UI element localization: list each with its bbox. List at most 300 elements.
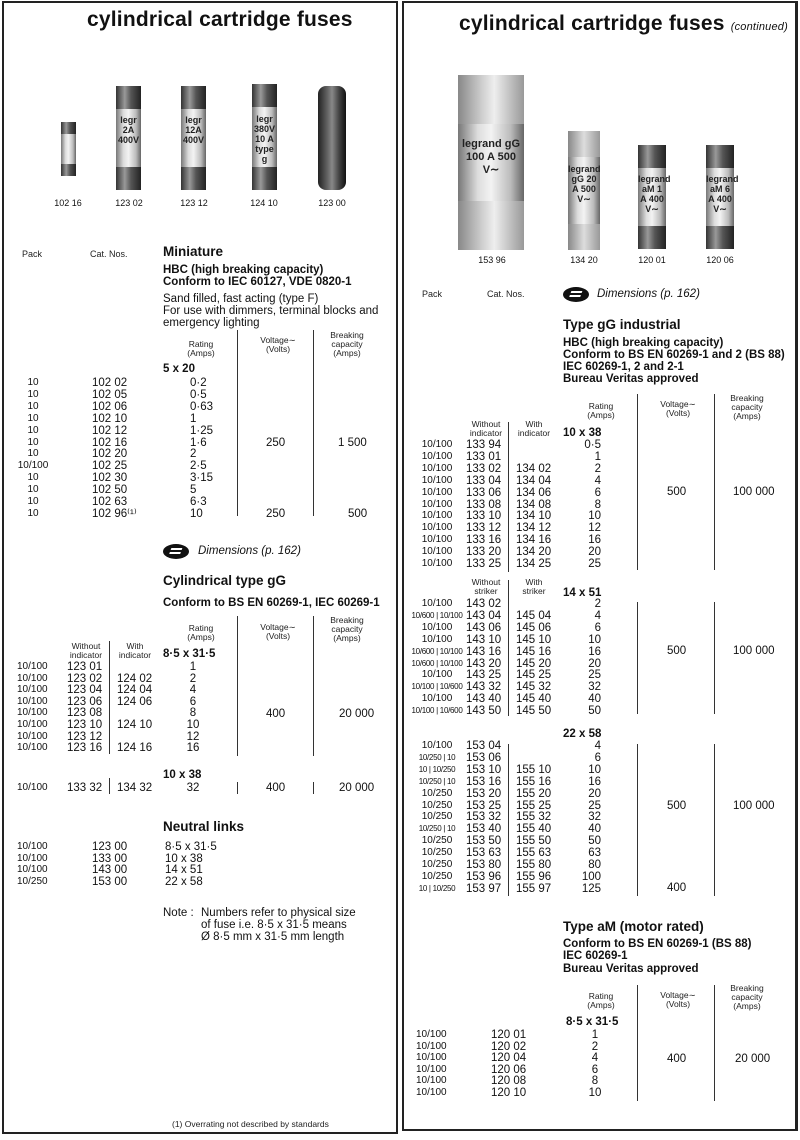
table-row [0,751,601,764]
miniature-desc: emergency lighting [163,317,260,329]
rating-cell: 10 [190,507,203,520]
pack-cell: 10/100 [421,598,453,609]
pack-cell: 10/100 [416,1040,447,1052]
cat-no-alt-cell: 145 50 [516,705,552,718]
pack-cell: 10/100 [421,439,453,450]
rating-cell: 1·25 [190,424,214,437]
fuse-image-12006 [706,145,739,249]
pack-cell: 10 [27,472,39,484]
cat-no-cell: 123 04 [67,684,103,697]
pack-cell: 10/100 [421,486,453,498]
pack-cell: 10 [27,507,39,519]
pack-cell: 10/100 [17,707,48,719]
rating-cell: 25 [588,799,601,812]
cat-nos-column-header: Cat. Nos. [90,249,128,259]
rating-header: Rating (Amps) [587,401,615,420]
cat-no-cell: 102 06 [92,400,128,413]
table-row [0,598,601,610]
fuse-image-10216 [61,122,76,176]
rating-cell: 80 [588,859,601,871]
rating-cell: 8 [594,498,601,511]
cat-no-alt-cell: 124 06 [117,695,153,708]
cat-no-cell: 133 20 [466,546,502,559]
pack-cell: 10/250 [421,811,453,823]
note-text: Numbers refer to physical size [201,907,356,919]
cat-nos-column-header: Cat. Nos. [487,289,525,299]
pack-cell: 10/100 [17,684,48,696]
table-row [0,486,601,499]
rating-cell: 40 [588,693,601,706]
cat-no-alt-cell: 134 25 [516,558,552,570]
cat-no-alt-cell: 134 02 [516,462,552,475]
cat-no-alt-cell: 134 04 [516,474,552,487]
cat-no-alt-cell: 155 50 [516,835,552,848]
dimensions-link[interactable]: Dimensions (p. 162) [198,545,301,557]
rating-cell: 50 [588,705,601,718]
rating-cell: 10 [588,1087,602,1099]
column-divider [714,602,715,714]
footnote: (1) Overrating not described by standards [172,1119,329,1129]
cat-no-cell: 123 06 [67,695,103,708]
cat-no-cell: 153 16 [466,775,502,788]
table-row [0,450,601,463]
voltage-value: 400 [266,708,286,720]
table-row [0,498,601,511]
pack-cell: 10/100 [421,534,453,546]
cat-no-cell: 102 12 [92,424,128,437]
am-spec: Bureau Veritas approved [563,963,699,975]
table-row [0,609,601,622]
fuse-cat-label: 123 02 [115,198,143,208]
voltage-value: 250 [266,508,286,520]
pack-cell: 10 [27,377,39,388]
without-indicator-header: Without indicator [469,419,503,438]
pack-cell: 10/100 [421,450,453,462]
section-heading-cylindrical-gg: Cylindrical type gG [163,573,287,588]
cat-no-cell: 120 04 [491,1052,527,1065]
rating-cell: 2 [594,598,601,610]
fuse-cat-label: 120 06 [706,255,734,265]
dimensions-icon[interactable] [563,287,589,302]
fuse-cat-label: 120 01 [638,255,666,265]
cat-no-cell: 102 50 [92,484,128,497]
table-row [0,835,601,848]
pack-cell: 10/100 [421,558,453,569]
rating-cell: 12 [186,730,200,743]
cat-no-cell: 153 06 [466,751,502,764]
fuse-marking: legr 2A 400V [117,115,140,146]
cat-no-cell: 133 01 [466,450,502,463]
without-striker-header: Without striker [471,577,501,596]
page-title-right [459,12,788,36]
table-row [0,377,396,389]
rating-cell: 40 [588,823,601,836]
rating-cell: 6·3 [190,496,207,508]
table-row [0,1029,599,1041]
cat-no-alt-cell: 145 04 [516,609,552,622]
cat-no-cell: 133 94 [466,439,502,451]
gg-industrial-spec: HBC (high breaking capacity) [563,337,724,349]
cat-no-cell: 153 32 [466,811,502,824]
cat-no-alt-cell: 155 80 [516,859,552,871]
column-divider [714,394,715,570]
cat-no-cell: 102 63 [92,496,128,508]
table-row [0,462,601,475]
cat-no-cell: 153 50 [466,835,502,848]
fuse-image-neutral-link-12300 [318,86,346,190]
rating-cell: 10 [186,719,200,731]
table-row [0,436,601,451]
pack-cell: 10/100 [416,1052,447,1064]
voltage-value: 500 [667,800,687,812]
rating-header: Rating (Amps) [587,991,615,1010]
am-spec: IEC 60269-1 [563,950,628,962]
note-label: Note : [163,907,194,919]
table-row [0,633,601,646]
table-row [0,389,396,401]
cat-no-alt-cell: 134 16 [516,534,552,547]
rating-cell: 22 x 58 [165,875,203,888]
pack-cell: 10/100 [17,719,48,730]
pack-cell: 10/600 | 10/100 [411,646,463,656]
size-heading: 8·5 x 31·5 [163,648,216,660]
cat-no-cell: 123 10 [67,719,103,731]
pack-cell: 10/100 [421,498,453,510]
cat-no-cell: 133 10 [466,510,502,523]
pack-cell: 10/250 [421,870,453,882]
pack-cell: 10/100 [421,546,453,558]
rating-cell: 0·5 [584,439,601,451]
cat-no-cell: 153 10 [466,763,502,776]
rating-cell: 20 [588,787,601,800]
rating-cell: 16 [588,645,601,658]
pack-cell: 10/100 [416,1087,447,1098]
pack-cell: 10 | 10/250 [418,883,456,893]
am-spec: Conform to BS EN 60269-1 (BS 88) [563,938,752,950]
pack-cell: 10 [27,484,39,496]
pack-cell: 10 [27,496,39,507]
table-row [0,1063,599,1076]
pack-cell: 10/250 | 10 [418,776,456,786]
fuse-image-12410 [252,84,277,190]
cat-no-cell: 143 40 [466,693,502,706]
miniature-desc: Sand filled, fast acting (type F) [163,293,319,305]
table-row [0,522,601,535]
cat-no-cell: 102 30 [92,472,128,485]
pack-cell: 10/250 | 10 [418,824,456,834]
rating-cell: 8 [591,1075,599,1088]
pack-cell: 10/100 [17,742,48,754]
rating-cell: 20 [588,657,601,670]
cat-no-alt-cell: 155 25 [516,799,552,812]
voltage-value: 400 [667,1053,687,1065]
table-row [0,763,601,776]
cat-no-alt-cell: 145 32 [516,681,552,694]
breaking-value: 20 000 [735,1053,771,1065]
pack-cell: 10/600 | 10/100 [411,610,463,620]
rating-cell: 6 [594,751,601,764]
pack-cell: 10/250 [421,859,453,870]
size-heading: 5 x 20 [163,363,195,375]
cat-no-cell: 120 02 [491,1040,527,1053]
rating-cell: 6 [189,695,197,708]
cat-no-alt-cell: 124 16 [117,742,153,755]
cat-no-cell: 133 04 [466,474,502,487]
cat-no-cell: 123 08 [67,707,103,720]
cat-no-cell: 153 97 [466,882,502,895]
rating-cell: 63 [588,847,601,860]
rating-cell: 3·15 [190,472,214,485]
rating-cell: 12 [588,522,601,535]
table-row [0,1087,602,1099]
fuse-marking: legrand gG 20 A 500 V∼ [568,164,601,205]
cat-no-cell: 143 00 [92,864,128,877]
pack-cell: 10/100 [416,1075,447,1087]
pack-cell: 10/250 [421,787,453,799]
cat-no-cell: 153 20 [466,787,502,800]
table-row [0,669,601,682]
breaking-value: 100 000 [733,645,775,657]
with-indicator-header: With indicator [118,641,152,660]
cat-no-alt-cell: 134 08 [516,498,552,511]
miniature-conformity: Conform to IEC 60127, VDE 0820-1 [163,276,352,288]
cat-no-cell: 153 63 [466,847,502,860]
table-row [0,693,601,706]
cat-no-cell: 120 01 [491,1029,527,1041]
with-indicator-header: With indicator [517,419,551,438]
voltage-header: Voltage∼ (Volts) [260,335,296,354]
pack-cell: 10/100 [421,740,453,751]
pack-cell: 10/100 [17,852,48,864]
table-row [0,534,601,547]
rating-cell: 6 [594,486,601,499]
voltage-value: 500 [667,486,687,498]
gg-industrial-spec: Conform to BS EN 60269-1 and 2 (BS 88) [563,349,785,361]
cat-no-cell: 123 02 [67,672,103,685]
pack-cell: 10/100 [17,460,49,472]
rating-cell: 25 [588,669,601,682]
table-row [0,425,396,437]
pack-cell: 10/100 [17,864,48,876]
size-heading: 8·5 x 31·5 [566,1016,619,1028]
rating-cell: 14 x 51 [165,864,203,877]
pack-cell: 10/100 [416,1063,447,1075]
cat-no-alt-cell: 134 20 [516,546,552,559]
breaking-value: 100 000 [733,800,775,812]
rating-cell: 20 [588,546,601,559]
cat-no-cell: 153 40 [466,823,502,836]
pack-cell: 10/250 [17,875,48,887]
pack-cell: 10/100 [416,1029,447,1040]
pack-cell: 10/600 | 10/100 [411,658,463,668]
section-heading-neutral-links: Neutral links [163,819,245,834]
column-divider [637,985,638,1101]
table-row [0,558,601,570]
cat-no-cell: 123 12 [67,730,103,743]
rating-cell: 125 [581,882,601,895]
pack-cell: 10/100 [421,633,453,645]
section-heading-gg-industrial: Type gG industrial [563,317,681,332]
cat-no-alt-cell: 155 10 [516,763,552,776]
cat-no-cell: 143 02 [466,598,502,610]
pack-cell: 10/100 [17,730,48,742]
cat-no-alt-cell: 134 12 [516,522,552,535]
pack-cell: 10/100 | 10/600 [411,706,463,716]
cat-no-alt-cell: 145 16 [516,645,552,658]
note-text: Ø 8·5 mm x 31·5 mm length [201,931,345,943]
note-text: of fuse i.e. 8·5 x 31·5 means [201,919,347,931]
table-row [0,657,601,670]
pack-cell: 10 [27,436,39,448]
rating-cell: 50 [588,835,601,848]
rating-cell: 100 [581,870,601,883]
cat-no-cell: 153 80 [466,859,502,871]
cat-no-cell: 133 06 [466,486,502,499]
table-row [0,799,601,812]
pack-cell: 10/100 | 10/600 [411,682,463,692]
rating-cell: 10 [588,763,601,776]
table-row [0,719,396,731]
cat-no-cell: 133 16 [466,534,502,547]
table-row [0,681,601,694]
cat-no-cell: 123 16 [67,742,103,755]
cat-no-cell: 120 08 [491,1075,527,1088]
title-text: cylindrical cartridge fuses [459,12,725,35]
table-row [0,1052,599,1065]
cat-no-cell: 102 96⁽¹⁾ [92,507,137,520]
section-heading-type-am: Type aM (motor rated) [563,919,704,934]
pack-cell: 10/100 [421,522,453,534]
rating-cell: 0·5 [190,388,207,401]
rating-cell: 16 [588,534,601,547]
fuse-cat-label: 134 20 [570,255,598,265]
cat-no-cell: 143 32 [466,681,502,694]
cat-no-alt-cell: 124 02 [117,672,153,685]
breaking-value: 1 500 [338,437,367,449]
cat-no-alt-cell: 134 06 [516,486,552,499]
fuse-cat-label: 102 16 [54,198,82,208]
rating-cell: 6 [594,621,601,634]
pack-cell: 10/250 [421,847,453,859]
rating-cell: 25 [588,558,601,570]
title-suffix: (continued) [730,21,788,33]
cat-no-cell: 143 10 [466,633,502,646]
pack-cell: 10 | 10/250 [418,764,456,774]
cat-no-alt-cell: 145 10 [516,633,552,646]
pack-cell: 10/100 [421,669,453,681]
rating-cell: 2 [591,1040,599,1053]
rating-cell: 1 [591,1029,599,1041]
cat-no-alt-cell: 155 32 [516,811,552,824]
rating-cell: 1 [189,661,197,673]
breaking-capacity-header: Breaking capacity (Amps) [730,983,764,1011]
cat-no-alt-cell: 145 20 [516,657,552,670]
cat-no-cell: 120 10 [491,1087,527,1099]
pack-cell: 10/250 | 10 [418,752,456,762]
rating-cell: 0·63 [190,400,214,413]
pack-cell: 10/100 [17,695,48,707]
fuse-marking: legrand aM 1 A 400 V∼ [638,174,671,215]
rating-cell: 10 x 38 [165,852,203,865]
pack-cell: 10/250 [421,835,453,847]
rating-cell: 16 [186,742,200,755]
cat-no-cell: 133 08 [466,498,502,511]
rating-cell: 4 [189,684,197,697]
rating-cell: 10 [588,633,601,646]
pack-cell: 10 [27,448,39,460]
pack-column-header: Pack [22,249,43,259]
cat-no-cell: 102 25 [92,460,128,473]
cat-no-alt-cell: 145 40 [516,693,552,706]
section-heading-miniature: Miniature [163,244,224,259]
size-heading: 14 x 51 [563,587,602,599]
voltage-value: 400 [266,782,286,794]
breaking-capacity-header: Breaking capacity (Amps) [330,615,364,643]
pack-cell: 10 [27,412,39,424]
cat-no-alt-cell: 155 20 [516,787,552,800]
voltage-value: 500 [667,645,687,657]
cat-no-cell: 153 00 [92,875,128,888]
table-row [0,882,601,895]
cat-no-cell: 143 06 [466,621,502,634]
voltage-header: Voltage∼ (Volts) [260,622,296,641]
pack-cell: 10/250 [421,799,453,811]
cat-no-cell: 143 50 [466,705,502,718]
column-divider [637,744,638,896]
cat-no-alt-cell: 124 10 [117,719,153,731]
voltage-value: 250 [266,437,286,449]
cat-no-cell: 153 04 [466,740,502,752]
gg-conformity: Conform to BS EN 60269-1, IEC 60269-1 [163,597,380,609]
cat-no-cell: 120 06 [491,1063,527,1076]
column-divider [714,744,715,896]
cat-no-cell: 102 02 [92,377,128,389]
fuse-cat-label: 124 10 [250,198,278,208]
dimensions-link[interactable]: Dimensions (p. 162) [597,288,700,300]
cat-no-cell: 102 16 [92,436,128,449]
pack-cell: 10/100 [421,474,453,486]
rating-cell: 4 [594,474,601,487]
cat-no-cell: 143 20 [466,657,502,670]
table-row [0,507,601,523]
pack-cell: 10/100 [17,661,48,672]
fuse-marking: legr 12A 400V [182,115,205,146]
cat-no-alt-cell: 124 04 [117,684,153,697]
table-row [0,859,601,871]
breaking-capacity-header: Breaking capacity (Amps) [730,393,764,421]
cat-no-cell: 102 20 [92,448,128,461]
pack-cell: 10/100 [17,672,48,684]
cat-no-cell: 153 25 [466,799,502,812]
pack-cell: 10 [27,424,39,436]
fuse-marking: legrand aM 6 A 400 V∼ [706,174,739,215]
table-row [0,546,601,559]
column-divider [714,985,715,1101]
column-divider [637,394,638,570]
column-divider [508,580,509,716]
column-divider [508,744,509,896]
rating-cell: 8 [189,707,197,720]
size-heading: 10 x 38 [163,769,202,781]
rating-cell: 2 [189,672,197,685]
fuse-image-12302 [116,86,141,190]
cat-no-alt-cell: 145 25 [516,669,552,682]
table-row [0,474,601,487]
table-row [0,645,601,658]
fuse-cat-label: 123 00 [318,198,346,208]
breaking-value: 20 000 [339,708,375,720]
cat-no-alt-cell: 155 96 [516,870,552,883]
